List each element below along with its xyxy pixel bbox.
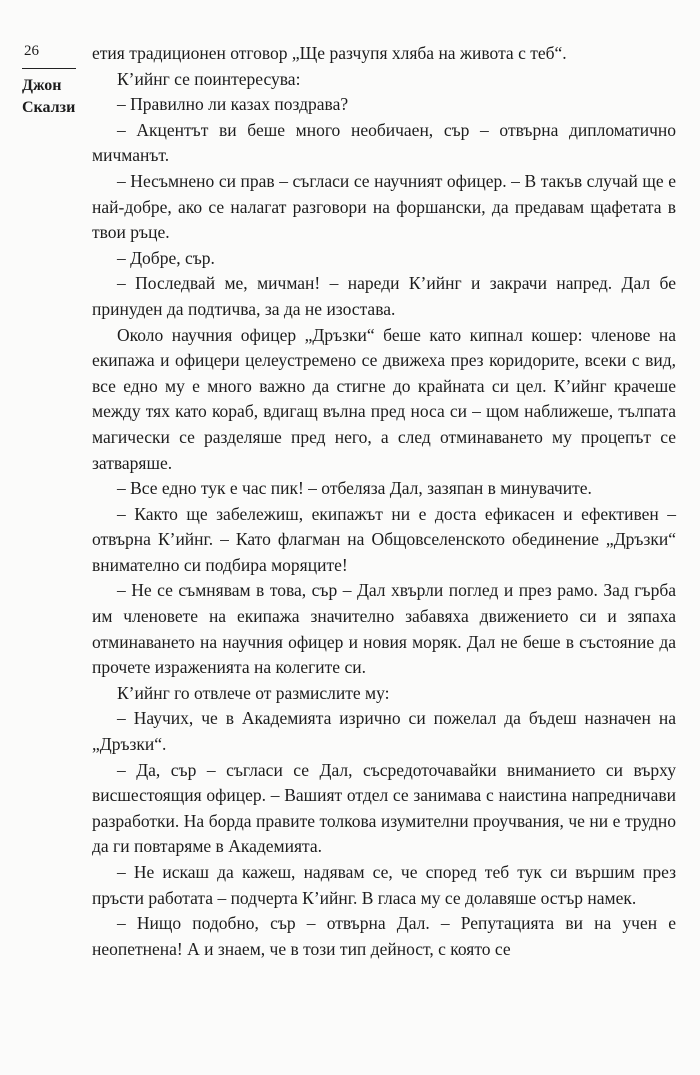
page-margin bbox=[22, 42, 84, 119]
body-text bbox=[92, 41, 676, 962]
author-last-name: Скалзи bbox=[22, 99, 76, 116]
paragraph: Около научния офицер „Дръзки“ беше като кипнал кошер: членове на екипажа и офицери целеустремено се движеха през коридорите, всеки с вид, все едно му е много важно да стигне до крайната си цел. К’ийнг крачеше между тях като кораб, вдигащ вълна пред носа си – щом наближеше, тълпата магически се разделяше пред него, а след отминаването му процепът се затваряше. bbox=[92, 324, 676, 473]
paragraph: етия традиционен отговор „Ще разчупя хляба на живота с теб“. bbox=[92, 43, 567, 63]
paragraph: – Правилно ли казах поздрава? bbox=[117, 94, 349, 115]
paragraph: – Акцентът ви беше много необичаен, сър – отвърна дипломатично мичманът. bbox=[92, 119, 676, 166]
paragraph: – Последвай ме, мичман! – нареди К’ийнг и закрачи напред. Дал бе принуден да подтичва, за да не изостава. bbox=[92, 273, 676, 319]
paragraph: К’ийнг се поинтересува: bbox=[117, 68, 301, 89]
paragraph: – Несъмнено си прав – съгласи се научният офицер. – В такъв случай ще е най-добре, ако се налагат разговори на форшански, да предавам щафетата в твои ръце. bbox=[92, 170, 676, 243]
paragraph: – Добре, сър. bbox=[117, 247, 215, 268]
paragraph: – Научих, че в Академията изрично си пожелал да бъдеш назначен на „Дръзки“. bbox=[92, 708, 676, 755]
page-number: 26 bbox=[24, 43, 39, 59]
margin-divider bbox=[22, 68, 76, 69]
author-first-name: Джон bbox=[22, 77, 62, 94]
paragraph: – Не искаш да кажеш, надявам се, че според теб тук си вършим през пръсти работата – подчерта К’ийнг. В гласа му се долавяше остър намек. bbox=[92, 862, 676, 908]
paragraph: – Както ще забележиш, екипажът ни е доста ефикасен и ефективен – отвърна К’ийнг. – Като флагман на Общовселенското обединение „Дръзки“ внимателно си подбира моряците! bbox=[92, 503, 676, 575]
paragraph: К’ийнг го отвлече от размислите му: bbox=[117, 682, 390, 703]
paragraph: – Не се съмнявам в това, сър – Дал хвърли поглед и през рамо. Зад гърба им членовете на екипажа значително забавяха движението си и зяпаха отминаването на научния офицер и новия моряк. Дал не беше в състояние да прочете израженията на колегите си. bbox=[92, 580, 676, 678]
paragraph: – Все едно тук е час пик! – отбеляза Дал, зазяпан в минувачите. bbox=[117, 478, 592, 499]
paragraph: – Нищо подобно, сър – отвърна Дал. – Репутацията ви на учен е неопетнена! А и знаем, че в този тип дейност, с която се bbox=[92, 913, 676, 959]
paragraph: – Да, сър – съгласи се Дал, съсредоточавайки вниманието си върху висшестоящия офицер. – Вашият отдел се занимава с наистина напредничави разработки. На борда правите толкова изумителни проучвания, че ни е трудно да ги повтаряме в Академията. bbox=[92, 759, 676, 857]
